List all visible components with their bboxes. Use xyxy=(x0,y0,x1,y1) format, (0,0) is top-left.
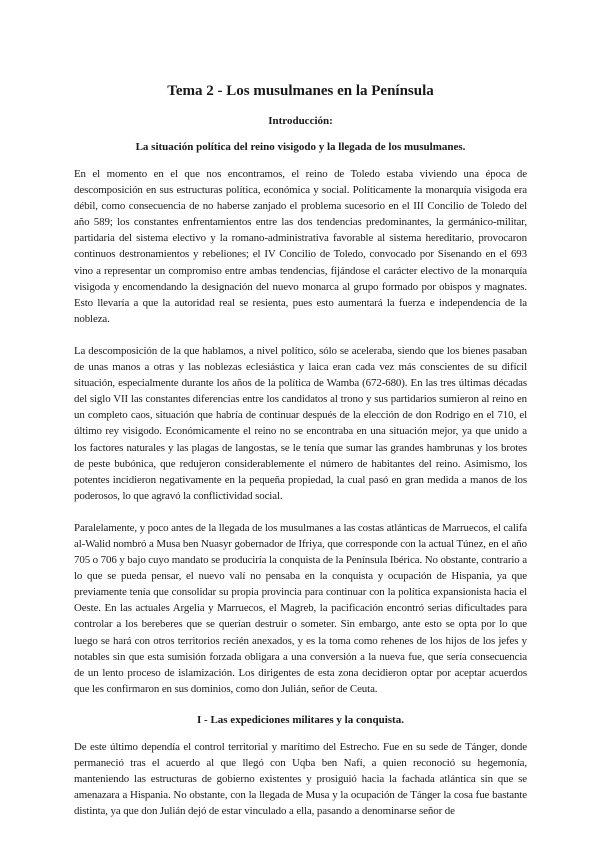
paragraph-4: De este último dependía el control territorial y marítimo del Estrecho. Fue en su sede de Tánger, donde permaneció tras el acuerdo al que llegó con Uqba ben Nafí, a quien reconoció su hegemonía, manteniendo las estructuras de gobierno existentes y prosiguió hacia la fachada atlántica sin que se amenazara a Hispania. No obstante, con la llegada de Musa y la ocupación de Tánger la cosa fue bastante distinta, ya que don Julián dejó de estar vinculado a ella, pasando a denominarse señor de xyxy=(74,740,527,818)
section-heading-expediciones: I - Las expediciones militares y la conquista. xyxy=(197,713,404,726)
section-heading-situacion: La situación política del reino visigodo y la llegada de los musulmanes. xyxy=(135,141,466,153)
paragraph-1: En el momento en el que nos encontramos, el reino de Toledo estaba viviendo una época de descomposición en sus estructuras política, económica y social. Políticamente la monarquía visigoda era débil, como consecuencia de no haberse zanjado el problema sucesorio en el III Concilio de Toledo del año 589; los constantes enfrentamientos entre las dos tendencias predominantes, la germánico-militar, partidaria del sistema electivo y la romano-administrativa favorable al sistema hereditario, provocaron continuos destronamientos y rebeliones; el IV Concilio de Toledo, convocado por Sisenando en el 693 vino a representar un compromiso entre ambas tendencias, fijándose el carácter electivo de la monarquía visigoda y encomendando la designación del nuevo monarca al grupo formado por obispos y magnates. Esto llevaría a que la autoridad real se resienta, pues esto aumentará la fuerza e independencia de la nobleza. xyxy=(74,168,527,325)
paragraph-2: La descomposición de la que hablamos, a nivel político, sólo se aceleraba, siendo que los bienes pasaban de unas manos a otras y las noblezas eclesiástica y laica eran cada vez más conscientes de su difícil situación, especialmente durante los años de la política de Wamba (672-680). En las tres últimas décadas del siglo VII las constantes diferencias entre los candidatos al trono y sus partidarios sumieron al reino en un completo caos, situación que habría de continuar después de la elección de don Rodrigo en el 710, el último rey visigodo. Económicamente el reino no se encontraba en una situación mejor, ya que unido a los factores naturales y las plagas de langostas, se le tenía que sumar las grandes hambrunas y los brotes de peste bubónica, que redujeron considerablemente el número de habitantes del reino. Asimismo, los potentes incidieron negativamente en la pequeña propiedad, la cual pasó en gran medida a manos de los poderosos, lo que agravó la conflictividad social. xyxy=(74,344,527,502)
paragraph-3: Paralelamente, y poco antes de la llegada de los musulmanes a las costas atlánticas de Marruecos, el califa al-Walid nombró a Musa ben Nuasyr gobernador de Ifriya, que corresponde con la actual Túnez, en el año 705 o 706 y bajo cuyo mandato se produciría la conquista de la Península Ibérica. No obstante, contrario a lo que se pueda pensar, el nuevo valí no pensaba en la conquista y ocupación de Hispania, ya que previamente tenía que consolidar su propia provincia para continuar con la política expansionista hacia el Oeste. En las actuales Argelia y Marruecos, el Magreb, la pacificación encontró serias dificultades para controlar a los bereberes que se querían destruir o someter. Sin embargo, ante esto se opta por lo que luego se hará con otros territorios recién anexados, y es la toma como rehenes de los hijos de los jefes y notables sin que esta sumisión forzada obligara a una conversión a la nueva fue, que sería consecuencia de un lento proceso de islamización. Los dirigentes de esta zona decidieron optar por aceptar acuerdos que les confirmaron en sus dominios, como don Julián, señor de Ceuta. xyxy=(74,521,527,695)
document-title: Tema 2 - Los musulmanes en la Península xyxy=(167,83,434,99)
intro-heading: Introducción: xyxy=(268,115,333,127)
